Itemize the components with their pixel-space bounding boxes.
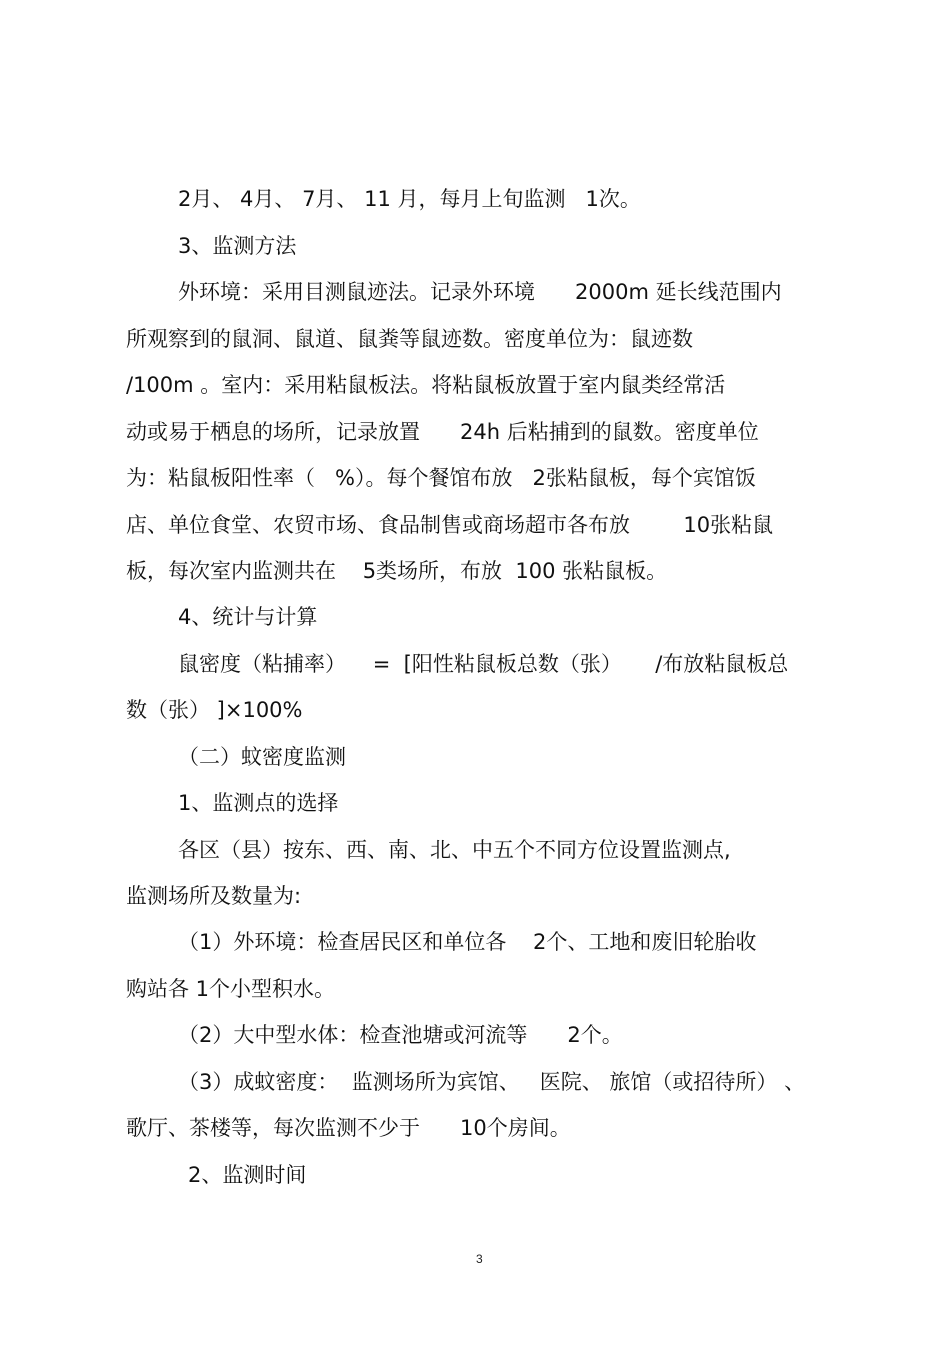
text-line-20: （3）成蚊密度： 监测场所为宾馆、 医院、 旅馆（或招待所） 、 xyxy=(178,1070,806,1094)
text-line-21: 歌厅、茶楼等，每次监测不少于 10个房间。 xyxy=(126,1116,571,1140)
text-line-1: 2月、 4月、 7月、 11 月，每月上旬监测 1次。 xyxy=(178,187,641,211)
text-line-11: 鼠密度（粘捕率） = [阳性粘鼠板总数（张） /布放粘鼠板总 xyxy=(178,652,789,676)
text-line-5: /100m 。室内：采用粘鼠板法。将粘鼠板放置于室内鼠类经常活 xyxy=(126,373,726,397)
text-line-8: 店、单位食堂、农贸市场、食品制售或商场超市各布放 10张粘鼠 xyxy=(126,513,774,537)
text-line-7: 为：粘鼠板阳性率（ %）。每个餐馆布放 2张粘鼠板，每个宾馆饭 xyxy=(126,466,756,490)
text-line-19: （2）大中型水体：检查池塘或河流等 2个。 xyxy=(178,1023,623,1047)
text-line-17: （1）外环境：检查居民区和单位各 2个、工地和废旧轮胎收 xyxy=(178,930,757,954)
text-line-12: 数（张） ]×100% xyxy=(126,698,303,722)
page-number: 3 xyxy=(476,1252,483,1266)
text-line-10: 4、统计与计算 xyxy=(178,605,318,629)
text-line-4: 所观察到的鼠洞、鼠道、鼠粪等鼠迹数。密度单位为：鼠迹数 xyxy=(126,327,693,351)
text-line-18: 购站各 1个小型积水。 xyxy=(126,977,336,1001)
text-line-14: 1、监测点的选择 xyxy=(178,791,339,815)
text-line-22: 2、监测时间 xyxy=(188,1163,307,1187)
text-line-3: 外环境：采用目测鼠迹法。记录外环境 2000m 延长线范围内 xyxy=(178,280,782,304)
text-line-15: 各区（县）按东、西、南、北、中五个不同方位设置监测点, xyxy=(178,838,731,862)
text-line-16: 监测场所及数量为: xyxy=(126,884,302,908)
text-line-2: 3、监测方法 xyxy=(178,234,297,258)
text-line-6: 动或易于栖息的场所，记录放置 24h 后粘捕到的鼠数。密度单位 xyxy=(126,420,759,444)
text-line-13: （二）蚊密度监测 xyxy=(178,745,346,769)
text-line-9: 板，每次室内监测共在 5类场所，布放 100 张粘鼠板。 xyxy=(126,559,668,583)
